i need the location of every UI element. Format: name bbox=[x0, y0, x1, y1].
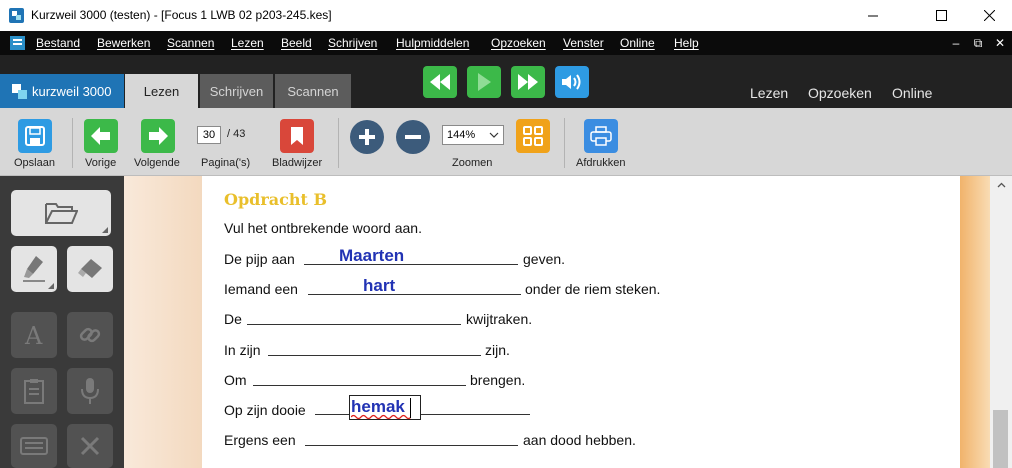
mdi-restore-button[interactable]: ⧉ bbox=[973, 36, 983, 50]
close-button[interactable] bbox=[966, 0, 1012, 31]
print-button[interactable] bbox=[584, 119, 618, 153]
submenu-corner bbox=[48, 283, 54, 289]
close-icon bbox=[984, 10, 995, 21]
answer-blank-4[interactable] bbox=[268, 355, 481, 356]
minus-icon bbox=[404, 128, 422, 146]
link-lezen[interactable]: Lezen bbox=[750, 85, 789, 101]
sentence-3-before: De bbox=[224, 311, 242, 327]
eraser-icon bbox=[77, 258, 103, 280]
mdi-close-button[interactable]: ✕ bbox=[994, 36, 1006, 50]
link-online[interactable]: Online bbox=[892, 85, 933, 101]
microphone-icon bbox=[80, 377, 100, 405]
kurzweil-logo bbox=[0, 74, 124, 108]
sentence-5-after: brengen. bbox=[470, 372, 526, 388]
bookmark-label: Bladwijzer bbox=[272, 157, 323, 169]
text-note-button[interactable] bbox=[11, 312, 57, 358]
highlighter-button[interactable] bbox=[11, 246, 57, 292]
page-margin-right bbox=[960, 176, 990, 468]
pages-label: Pagina('s) bbox=[201, 157, 251, 169]
chevron-up-icon bbox=[997, 182, 1006, 188]
save-button[interactable] bbox=[18, 119, 52, 153]
separator bbox=[338, 118, 339, 168]
menu-opzoeken[interactable]: Opzoeken bbox=[491, 36, 546, 50]
zoom-in-button[interactable] bbox=[350, 120, 384, 154]
answer-blank-6[interactable] bbox=[315, 414, 530, 415]
keyboard-button[interactable] bbox=[11, 424, 57, 468]
sentence-2-before: Iemand een bbox=[224, 281, 298, 297]
page-total: / 43 bbox=[227, 128, 246, 140]
exercise-instruction: Vul het ontbrekende woord aan. bbox=[224, 220, 422, 236]
submenu-corner bbox=[102, 227, 108, 233]
scroll-up-button[interactable] bbox=[990, 178, 1012, 192]
arrow-right-icon bbox=[148, 127, 168, 145]
fast-forward-button[interactable] bbox=[511, 66, 545, 98]
sentence-7-before: Ergens een bbox=[224, 432, 296, 448]
answer-blank-5[interactable] bbox=[253, 385, 466, 386]
sentence-6-before: Op zijn dooie bbox=[224, 402, 306, 418]
keyboard-icon bbox=[20, 437, 48, 455]
previous-label: Vorige bbox=[85, 157, 117, 169]
menu-beeld[interactable]: Beeld bbox=[281, 36, 312, 50]
tab-lezen[interactable]: Lezen bbox=[125, 74, 198, 108]
save-icon bbox=[25, 126, 45, 146]
print-label: Afdrukken bbox=[576, 157, 626, 169]
menu-lezen[interactable]: Lezen bbox=[231, 36, 264, 50]
tab-scannen[interactable]: Scannen bbox=[275, 74, 351, 108]
menu-scannen[interactable]: Scannen bbox=[167, 36, 215, 50]
answer-blank-3[interactable] bbox=[247, 324, 461, 325]
menu-bewerken[interactable]: Bewerken bbox=[97, 36, 151, 50]
chevron-down-icon bbox=[489, 130, 499, 140]
link-icon bbox=[77, 322, 103, 348]
menu-hulpmiddelen[interactable]: Hulpmiddelen bbox=[396, 36, 470, 50]
kurzweil-logo-icon bbox=[12, 84, 27, 99]
sentence-1-after: geven. bbox=[523, 251, 566, 267]
sentence-3-after: kwijtraken. bbox=[466, 311, 533, 327]
bookmark-icon bbox=[290, 126, 304, 146]
menu-schrijven[interactable]: Schrijven bbox=[328, 36, 378, 50]
exercise-heading: Opdracht B bbox=[224, 190, 327, 209]
fast-forward-icon bbox=[517, 74, 539, 90]
scrollbar-thumb[interactable] bbox=[993, 410, 1008, 468]
zoom-value: 144% bbox=[447, 129, 476, 141]
answer-blank-7[interactable] bbox=[305, 445, 518, 446]
zoom-label: Zoomen bbox=[452, 157, 493, 169]
plus-icon bbox=[358, 128, 376, 146]
menu-bestand[interactable]: Bestand bbox=[36, 36, 81, 50]
answer-blank-2[interactable] bbox=[308, 294, 521, 295]
delete-icon bbox=[80, 436, 100, 456]
highlighter-icon bbox=[21, 254, 47, 284]
speaker-button[interactable] bbox=[555, 66, 589, 98]
printer-icon bbox=[590, 126, 612, 146]
maximize-icon bbox=[936, 10, 947, 21]
zoom-select[interactable] bbox=[442, 125, 504, 145]
sentence-2-after: onder de riem steken. bbox=[525, 281, 661, 297]
maximize-button[interactable] bbox=[918, 0, 964, 31]
answer-2[interactable]: hart bbox=[363, 276, 396, 295]
clipboard-icon bbox=[23, 378, 45, 404]
folder-open-icon bbox=[44, 201, 78, 225]
sentence-7-after: aan dood hebben. bbox=[523, 432, 636, 448]
sentence-4-after: zijn. bbox=[485, 342, 510, 358]
next-label: Volgende bbox=[134, 157, 180, 169]
answer-6[interactable]: hemak bbox=[351, 397, 405, 416]
separator bbox=[564, 118, 565, 168]
minimize-button[interactable] bbox=[850, 0, 896, 31]
open-file-button[interactable] bbox=[11, 190, 111, 236]
logo-text: kurzweil 3000 bbox=[32, 83, 112, 99]
eraser-button[interactable] bbox=[67, 246, 113, 292]
app-icon bbox=[9, 8, 24, 23]
page-number-input[interactable]: 30 bbox=[197, 126, 221, 144]
play-icon bbox=[476, 73, 492, 91]
sentence-4-before: In zijn bbox=[224, 342, 261, 358]
minimize-icon bbox=[868, 10, 879, 21]
svg-text:A: A bbox=[25, 322, 43, 348]
zoom-out-button[interactable] bbox=[396, 120, 430, 154]
text-note-icon bbox=[21, 322, 47, 348]
arrow-left-icon bbox=[91, 127, 111, 145]
bookmark-button[interactable] bbox=[280, 119, 314, 153]
sentence-1-before: De pijp aan bbox=[224, 251, 295, 267]
answer-blank-1[interactable] bbox=[304, 264, 518, 265]
next-page-button[interactable] bbox=[141, 119, 175, 153]
tab-schrijven[interactable]: Schrijven bbox=[200, 74, 273, 108]
grid-icon bbox=[523, 126, 543, 146]
toolbar bbox=[0, 108, 1012, 176]
text-cursor bbox=[410, 398, 411, 418]
title-bar bbox=[0, 0, 1012, 31]
save-label: Opslaan bbox=[14, 157, 55, 169]
spelling-error-underline bbox=[351, 414, 411, 419]
separator bbox=[72, 118, 73, 168]
mdi-minimize-button[interactable]: – bbox=[952, 36, 960, 50]
page-layout-button[interactable] bbox=[516, 119, 550, 153]
link-opzoeken[interactable]: Opzoeken bbox=[808, 85, 872, 101]
clipboard-button[interactable] bbox=[11, 368, 57, 414]
answer-1[interactable]: Maarten bbox=[339, 246, 405, 265]
microphone-button[interactable] bbox=[67, 368, 113, 414]
speaker-icon bbox=[561, 73, 583, 91]
rewind-button[interactable] bbox=[423, 66, 457, 98]
menu-bar bbox=[0, 31, 1012, 55]
delete-button[interactable] bbox=[67, 424, 113, 468]
menu-online[interactable]: Online bbox=[620, 36, 655, 50]
play-button[interactable] bbox=[467, 66, 501, 98]
page-margin-left bbox=[124, 176, 202, 468]
window-title: Kurzweil 3000 (testen) - [Focus 1 LWB 02 p203-245.kes] bbox=[31, 8, 332, 22]
menu-help[interactable]: Help bbox=[674, 36, 699, 50]
link-button[interactable] bbox=[67, 312, 113, 358]
tool-sidebar bbox=[0, 176, 124, 468]
menu-venster[interactable]: Venster bbox=[563, 36, 604, 50]
rewind-icon bbox=[429, 74, 451, 90]
previous-page-button[interactable] bbox=[84, 119, 118, 153]
document-menu-icon[interactable] bbox=[10, 36, 25, 50]
sentence-5-before: Om bbox=[224, 372, 247, 388]
